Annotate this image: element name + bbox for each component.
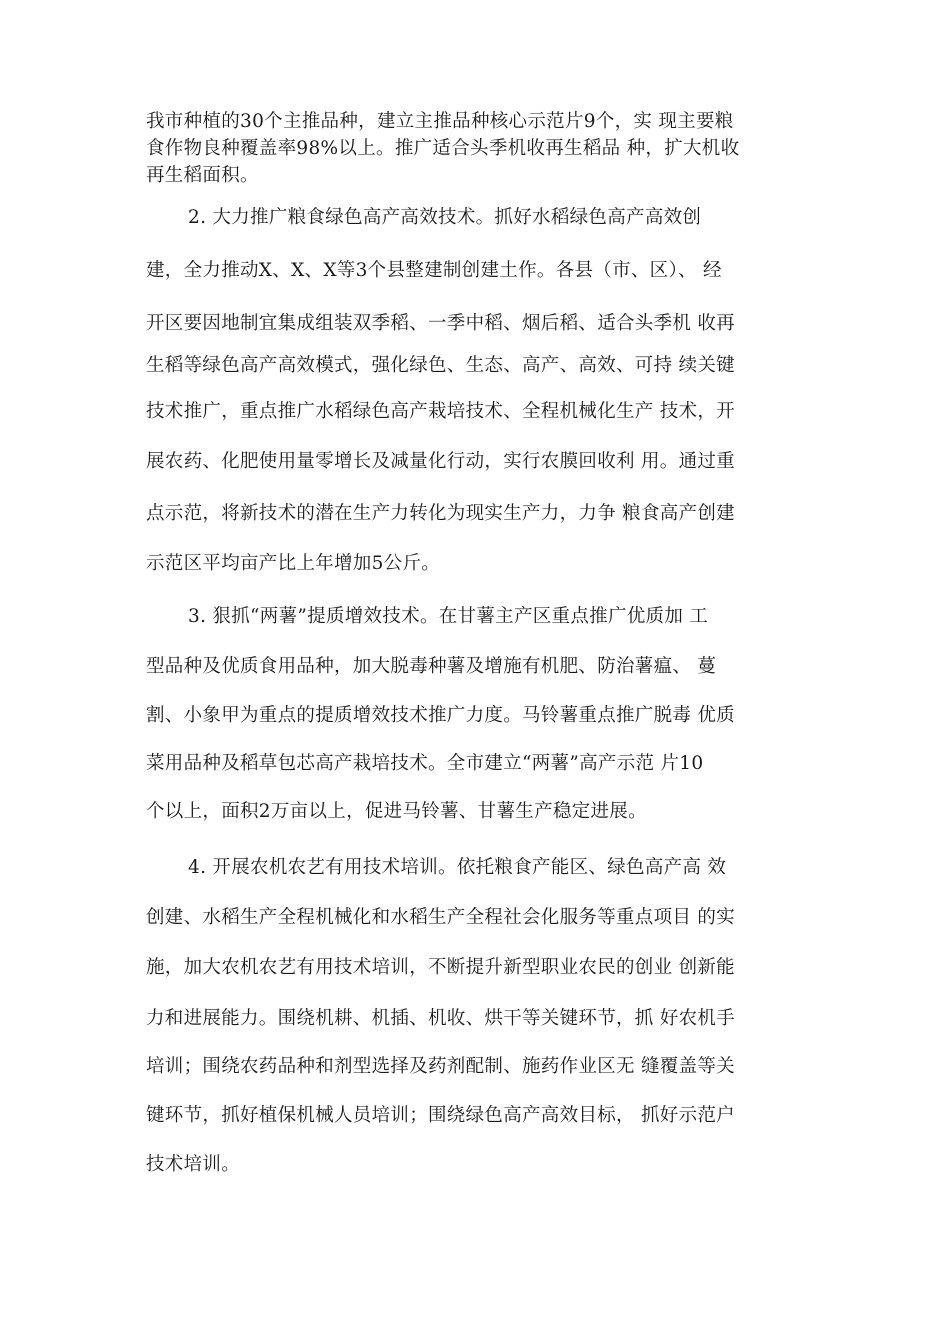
text-line: 再生稻面积。: [146, 165, 259, 186]
text-line: 点示范，将新技术的潜在生产力转化为现实生产力，力争 粮食高产创建: [146, 503, 735, 524]
text-line: 食作物良种覆盖率98%以上。推广适合头季机收再生稻品 种，扩大机收: [146, 138, 740, 159]
text-line: 施，加大农机农艺有用技术培训，不断提升新型职业农民的创业 创新能: [146, 957, 735, 978]
text-line: 创建、水稻生产全程机械化和水稻生产全程社会化服务等重点项目 的实: [146, 907, 735, 928]
text-line: 生稻等绿色高产高效模式，强化绿色、生态、高产、高效、可持 续关键: [146, 355, 735, 376]
text-line: 技术培训。: [146, 1154, 241, 1175]
text-line: 割、小象甲为重点的提质增效技术推广力度。马铃薯重点推广脱毒 优质: [146, 705, 735, 726]
text-line: 开区要因地制宜集成组装双季稻、一季中稻、烟后稻、适合头季机 收再: [146, 313, 735, 334]
text-line: 力和进展能力。围绕机耕、机插、机收、烘干等关键环节，抓 好农机手: [146, 1008, 735, 1029]
text-line: 4. 开展农机农艺有用技术培训。依托粮食产能区、绿色高产高 效: [188, 857, 727, 878]
text-line: 我市种植的30个主推品种，建立主推品种核心示范片9个，实 现主要粮: [146, 111, 734, 132]
text-line: 培训；围绕农药品种和剂型选择及药剂配制、施药作业区无 缝覆盖等关: [146, 1056, 735, 1077]
text-line: 技术推广，重点推广水稻绿色高产栽培技术、全程机械化生产 技术，开: [146, 401, 735, 422]
text-line: 键环节，抓好植保机械人员培训；围绕绿色高产高效目标， 抓好示范户: [146, 1105, 735, 1126]
text-line: 示范区平均亩产比上年增加5公斤。: [146, 553, 441, 574]
text-line: 3. 狠抓“两薯”提质增效技术。在甘薯主产区重点推广优质加 工: [188, 606, 709, 627]
text-line: 建，全力推动X、X、X等3个县整建制创建土作。各县（市、区）、 经: [146, 260, 722, 281]
text-line: 展农药、化肥使用量零增长及减量化行动，实行农膜回收利 用。通过重: [146, 451, 735, 472]
text-line: 个以上，面积2万亩以上，促进马铃薯、甘薯生产稳定进展。: [146, 801, 647, 822]
text-line: 型品种及优质食用品种，加大脱毒种薯及增施有机肥、防治薯瘟、 蔓: [146, 656, 717, 677]
text-line: 菜用品种及稻草包芯高产栽培技术。全市建立“两薯”高产示范 片10: [146, 753, 704, 774]
text-line: 2. 大力推广粮食绿色高产高效技术。抓好水稻绿色高产高效创: [188, 207, 702, 228]
